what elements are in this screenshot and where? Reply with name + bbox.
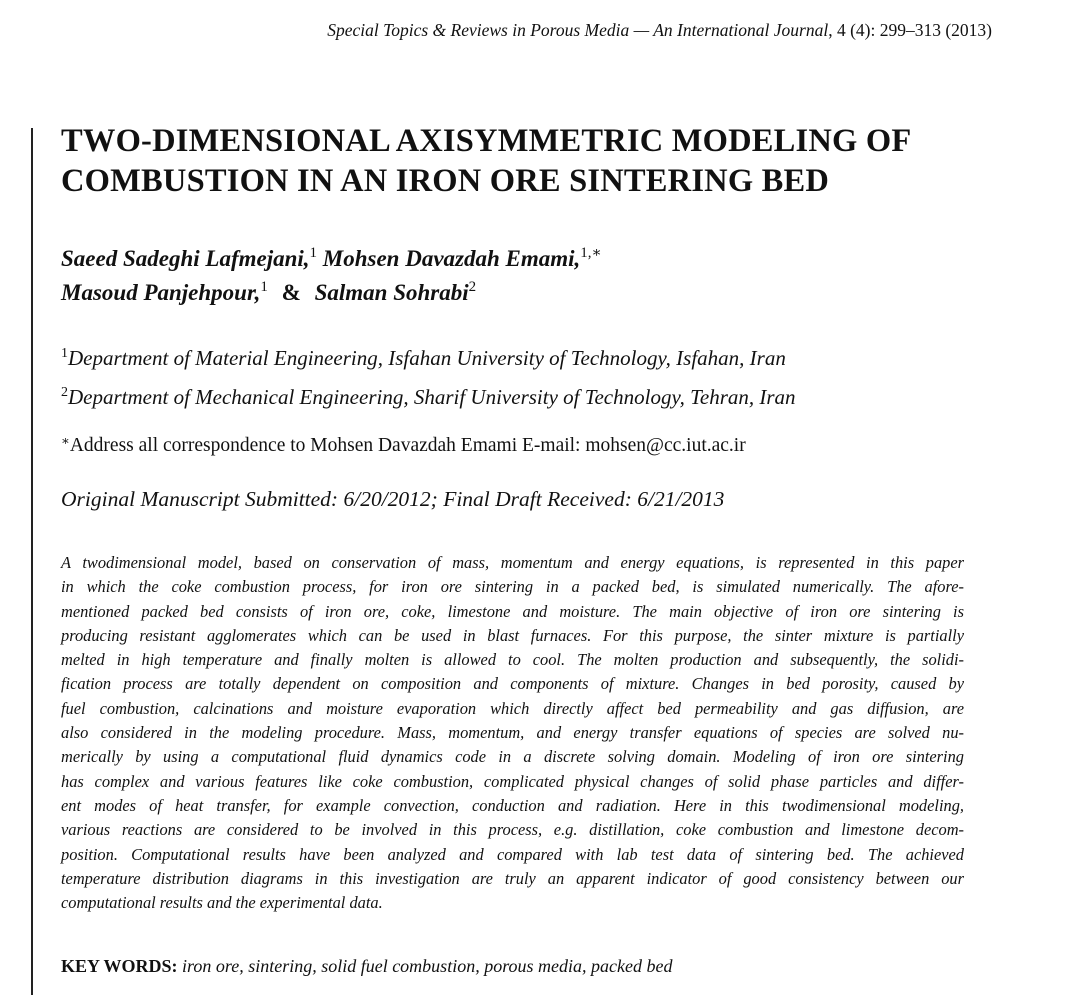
abstract-line: temperature distribution diagrams in this investigation are truly an apparent indicator of good consistency between our bbox=[61, 868, 964, 888]
affiliation-mark: 1 bbox=[61, 346, 68, 361]
keywords-label: KEY WORDS: bbox=[61, 956, 178, 976]
abstract-line: mentioned packed bed consists of iron ore, coke, limestone and moisture. The main objective of iron ore sintering is bbox=[61, 601, 964, 621]
author-line-2 bbox=[61, 276, 1041, 310]
abstract-line: A twodimensional model, based on conservation of mass, momentum and energy equations, is represented in this paper bbox=[61, 553, 964, 572]
paper-title bbox=[61, 121, 1041, 201]
abstract-line: in which the coke combustion process, for iron ore sintering in a packed bed, is simulated numerically. The afore- bbox=[61, 577, 964, 597]
author-affiliation-mark: 2 bbox=[468, 279, 477, 295]
author-name: Salman Sohrabi bbox=[314, 280, 469, 305]
correspondence-mark: ∗ bbox=[61, 433, 70, 448]
abstract-line: also considered in the modeling procedure. Mass, momentum, and energy transfer equations of species are solved nu- bbox=[61, 723, 964, 743]
affiliation-text: Department of Material Engineering, Isfahan University of Technology, Isfahan, Iran bbox=[68, 346, 786, 370]
title-line-2: COMBUSTION IN AN IRON ORE SINTERING BED bbox=[61, 163, 830, 199]
abstract-line: fuel combustion, calcinations and moisture evaporation which directly affect bed permeability and gas diffusion, are bbox=[61, 698, 964, 718]
journal-citation: , 4 (4): 299–313 (2013) bbox=[828, 20, 992, 40]
author-list bbox=[61, 242, 1041, 310]
author-separator: & bbox=[281, 280, 301, 305]
affiliation-mark: 2 bbox=[61, 385, 68, 400]
abstract-line: various reactions are considered to be involved in this process, e.g. distillation, coke combustion and limestone decom- bbox=[61, 820, 964, 840]
correspondence-text: Address all correspondence to Mohsen Davazdah Emami E-mail: mohsen@cc.iut.ac.ir bbox=[69, 435, 746, 456]
author-line-1 bbox=[61, 242, 1041, 276]
left-margin-rule bbox=[31, 128, 33, 995]
affiliation-2 bbox=[61, 385, 796, 410]
author-name: Saeed Sadeghi Lafmejani, bbox=[61, 246, 310, 271]
keywords-value: iron ore, sintering, solid fuel combustion, porous media, packed bed bbox=[182, 956, 673, 976]
abstract-line: computational results and the experimental data. bbox=[61, 893, 383, 913]
abstract-line: melted in high temperature and finally molten is allowed to cool. The molten production and subsequently, the solidi- bbox=[61, 650, 964, 670]
abstract bbox=[61, 551, 964, 915]
affiliation-1 bbox=[61, 346, 786, 371]
abstract-line: producing resistant agglomerates which can be used in blast furnaces. For this purpose, the sinter mixture is partially bbox=[61, 625, 964, 645]
author-affiliation-mark: 1,∗ bbox=[580, 245, 602, 261]
correspondence-note bbox=[61, 435, 746, 457]
abstract-line: fication process are totally dependent on composition and components of mixture. Changes in bed porosity, caused by bbox=[61, 674, 964, 694]
author-name: Mohsen Davazdah Emami, bbox=[322, 246, 581, 271]
running-head bbox=[327, 20, 992, 41]
journal-name: Special Topics & Reviews in Porous Media — An International Journal bbox=[327, 20, 829, 40]
manuscript-dates: Original Manuscript Submitted: 6/20/2012; Final Draft Received: 6/21/2013 bbox=[61, 487, 725, 511]
affiliation-text: Department of Mechanical Engineering, Sharif University of Technology, Tehran, Iran bbox=[68, 385, 796, 409]
abstract-line: ent modes of heat transfer, for example convection, conduction and radiation. Here in this twodimensional modeling, bbox=[61, 795, 964, 815]
author-affiliation-mark: 1 bbox=[309, 245, 318, 261]
keywords bbox=[61, 956, 672, 977]
abstract-line: position. Computational results have been analyzed and compared with lab test data of sintering bed. The achieved bbox=[61, 844, 964, 864]
author-name: Masoud Panjehpour, bbox=[61, 280, 261, 305]
abstract-line: has complex and various features like coke combustion, complicated physical changes of solid phase particles and differ- bbox=[61, 771, 964, 791]
abstract-line: merically by using a computational fluid dynamics code in a discrete solving domain. Modeling of iron ore sintering bbox=[61, 747, 964, 767]
author-affiliation-mark: 1 bbox=[260, 279, 268, 295]
title-line-1: TWO-DIMENSIONAL AXISYMMETRIC MODELING OF bbox=[61, 123, 912, 159]
